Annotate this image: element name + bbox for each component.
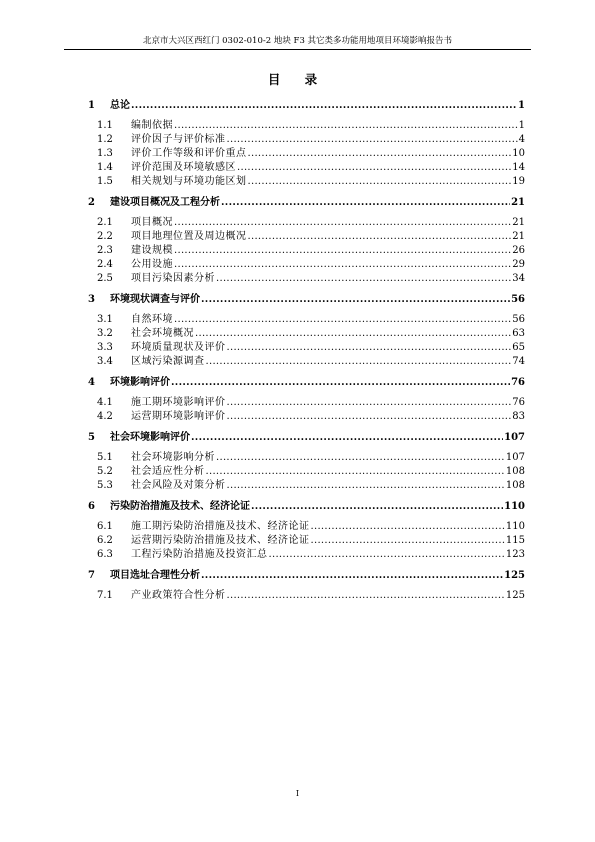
toc-chapter-entry[interactable] [88, 568, 525, 582]
toc-chapter-entry[interactable] [88, 375, 525, 389]
toc-entry-title: 项目概况 [131, 217, 173, 228]
dot-leader [237, 162, 511, 174]
dot-leader [248, 176, 512, 188]
toc-entry-page: 10 [512, 148, 525, 159]
toc-section-entry[interactable] [88, 547, 525, 561]
toc-entry-number: 2.5 [97, 273, 113, 284]
toc-entry-title: 运营期环境影响评价 [131, 411, 226, 422]
toc-entry-page: 21 [512, 231, 525, 242]
toc-section-entry[interactable] [88, 478, 525, 492]
toc-entry-number: 2.2 [97, 231, 113, 242]
toc-entry-title: 运营期污染防治措施及技术、经济论证 [131, 535, 310, 546]
toc-entry-number: 5.3 [97, 480, 113, 491]
toc-entry-number: 1.4 [97, 162, 113, 173]
toc-entry-number: 6.1 [97, 521, 113, 532]
toc-title: 目 录 [267, 72, 328, 87]
toc-entry-number: 1 [88, 100, 95, 111]
dot-leader [174, 245, 511, 257]
toc-entry-title: 环境影响评价 [110, 377, 170, 388]
toc-section-entry[interactable] [88, 588, 525, 602]
toc-entry-page: 34 [512, 273, 525, 284]
toc-section-entry[interactable] [88, 257, 525, 271]
toc-entry-title: 相关规划与环境功能区划 [131, 176, 247, 187]
toc-entry-page: 110 [504, 501, 525, 512]
toc-chapter-entry[interactable] [88, 499, 525, 513]
toc-entry-title: 社会风险及对策分析 [131, 480, 226, 491]
toc-entry-page: 63 [512, 328, 525, 339]
toc-section-entry[interactable] [88, 450, 525, 464]
dot-leader [248, 231, 512, 243]
toc-entry-title: 建设项目概况及工程分析 [110, 197, 220, 208]
toc-entry-title: 污染防治措施及技术、经济论证 [110, 501, 250, 512]
toc-entry-title: 社会环境影响分析 [131, 452, 215, 463]
toc-entry-title: 评价工作等级和评价重点 [131, 148, 247, 159]
dot-leader [131, 100, 517, 112]
toc-entry-page: 115 [505, 535, 525, 546]
dot-leader [171, 377, 510, 389]
toc-entry-number: 3.4 [97, 356, 113, 367]
toc-chapter-entry[interactable] [88, 430, 525, 444]
toc-section-entry[interactable] [88, 519, 525, 533]
toc-entry-page: 14 [512, 162, 525, 173]
page-number: I [295, 789, 300, 798]
dot-leader [227, 480, 505, 492]
dot-leader [227, 590, 505, 602]
toc-section-entry[interactable] [88, 326, 525, 340]
toc-entry-page: 65 [512, 342, 525, 353]
toc-entry-number: 1.2 [97, 134, 113, 145]
toc-entry-title: 评价因子与评价标准 [131, 134, 226, 145]
toc-entry-number: 2 [88, 197, 95, 208]
dot-leader [201, 570, 503, 582]
dot-leader [227, 134, 518, 146]
toc-entry-title: 施工期污染防治措施及技术、经济论证 [131, 521, 310, 532]
toc-entry-number: 2.4 [97, 259, 113, 270]
dot-leader [174, 217, 511, 229]
toc-entry-page: 108 [505, 466, 525, 477]
dot-leader [311, 535, 505, 547]
toc-entry-number: 7 [88, 570, 95, 581]
toc-entry-number: 2.1 [97, 217, 113, 228]
dot-leader [248, 148, 512, 160]
toc-entry-title: 项目地理位置及周边概况 [131, 231, 247, 242]
toc-entry-page: 110 [505, 521, 525, 532]
toc-section-entry[interactable] [88, 340, 525, 354]
dot-leader [269, 549, 505, 561]
toc-entry-page: 107 [505, 452, 525, 463]
toc-entry-page: 21 [511, 197, 525, 208]
toc-entry-page: 56 [511, 294, 525, 305]
dot-leader [174, 120, 518, 132]
toc-entry-title: 项目选址合理性分析 [110, 570, 200, 581]
toc-entry-number: 1.1 [97, 120, 113, 131]
toc-entry-page: 76 [512, 397, 525, 408]
toc-entry-page: 19 [512, 176, 525, 187]
toc-entry-number: 2.3 [97, 245, 113, 256]
toc-entry-number: 1.3 [97, 148, 113, 159]
dot-leader [227, 342, 512, 354]
toc-entry-title: 施工期环境影响评价 [131, 397, 226, 408]
toc-section-entry[interactable] [88, 312, 525, 326]
dot-leader [195, 328, 511, 340]
dot-leader [174, 314, 511, 326]
toc-entry-title: 环境现状调查与评价 [110, 294, 200, 305]
toc-entry-page: 76 [511, 377, 525, 388]
dot-leader [227, 397, 512, 409]
toc-entry-title: 建设规模 [131, 245, 173, 256]
toc-section-entry[interactable] [88, 354, 525, 368]
toc-entry-number: 6.2 [97, 535, 113, 546]
dot-leader [216, 273, 511, 285]
dot-leader [191, 432, 503, 444]
dot-leader [216, 452, 505, 464]
toc-entry-page: 123 [505, 549, 525, 560]
toc-entry-title: 环境质量现状及评价 [131, 342, 226, 353]
dot-leader [227, 411, 512, 423]
toc-entry-page: 4 [518, 134, 525, 145]
toc-entry-title: 社会环境影响评价 [110, 432, 190, 443]
toc-entry-number: 6.3 [97, 549, 113, 560]
toc-entry-title: 评价范围及环境敏感区 [131, 162, 236, 173]
toc-section-entry[interactable] [88, 132, 525, 146]
toc-section-entry[interactable] [88, 229, 525, 243]
toc-section-entry[interactable] [88, 160, 525, 174]
toc-entry-title: 工程污染防治措施及投资汇总 [131, 549, 268, 560]
toc-section-entry[interactable] [88, 118, 525, 132]
dot-leader [201, 294, 510, 306]
toc-entry-number: 1.5 [97, 176, 113, 187]
toc-entry-number: 5.2 [97, 466, 113, 477]
toc-entry-number: 4.1 [97, 397, 113, 408]
toc-entry-title: 项目污染因素分析 [131, 273, 215, 284]
dot-leader [174, 259, 511, 271]
toc-entry-page: 21 [512, 217, 525, 228]
toc-entry-number: 5 [88, 432, 95, 443]
toc-section-entry[interactable] [88, 395, 525, 409]
dot-leader [251, 501, 503, 513]
toc-entry-title: 社会环境概况 [131, 328, 194, 339]
toc-entry-page: 1 [518, 120, 525, 131]
toc-section-entry[interactable] [88, 215, 525, 229]
dot-leader [206, 356, 512, 368]
table-of-contents [88, 98, 525, 602]
dot-leader [311, 521, 505, 533]
dot-leader [206, 466, 505, 478]
toc-section-entry[interactable] [88, 464, 525, 478]
toc-entry-title: 公用设施 [131, 259, 173, 270]
toc-entry-page: 125 [505, 590, 525, 601]
toc-section-entry[interactable] [88, 174, 525, 188]
toc-entry-page: 74 [512, 356, 525, 367]
toc-entry-title: 产业政策符合性分析 [131, 590, 226, 601]
toc-entry-page: 108 [505, 480, 525, 491]
toc-chapter-entry[interactable] [88, 98, 525, 112]
toc-section-entry[interactable] [88, 409, 525, 423]
toc-entry-title: 编制依据 [131, 120, 173, 131]
toc-section-entry[interactable] [88, 146, 525, 160]
toc-entry-number: 3 [88, 294, 95, 305]
toc-section-entry[interactable] [88, 243, 525, 257]
toc-entry-title: 区域污染源调查 [131, 356, 205, 367]
toc-section-entry[interactable] [88, 533, 525, 547]
toc-entry-number: 7.1 [97, 590, 113, 601]
toc-entry-page: 26 [512, 245, 525, 256]
toc-chapter-entry[interactable] [88, 195, 525, 209]
toc-entry-page: 1 [518, 100, 525, 111]
toc-entry-page: 107 [504, 432, 525, 443]
page-header: 北京市大兴区西红门 0302-010-2 地块 F3 其它类多功能用地项目环境影响报告书 [64, 36, 531, 50]
toc-chapter-entry[interactable] [88, 292, 525, 306]
toc-entry-number: 3.3 [97, 342, 113, 353]
toc-entry-number: 4 [88, 377, 95, 388]
dot-leader [221, 197, 510, 209]
toc-entry-title: 自然环境 [131, 314, 173, 325]
toc-entry-number: 3.2 [97, 328, 113, 339]
toc-entry-number: 4.2 [97, 411, 113, 422]
toc-entry-number: 5.1 [97, 452, 113, 463]
toc-entry-title: 总论 [110, 100, 130, 111]
toc-section-entry[interactable] [88, 271, 525, 285]
toc-entry-page: 83 [512, 411, 525, 422]
toc-entry-page: 125 [504, 570, 525, 581]
toc-entry-page: 29 [512, 259, 525, 270]
toc-entry-number: 3.1 [97, 314, 113, 325]
toc-entry-page: 56 [512, 314, 525, 325]
toc-entry-title: 社会适应性分析 [131, 466, 205, 477]
toc-entry-number: 6 [88, 501, 95, 512]
